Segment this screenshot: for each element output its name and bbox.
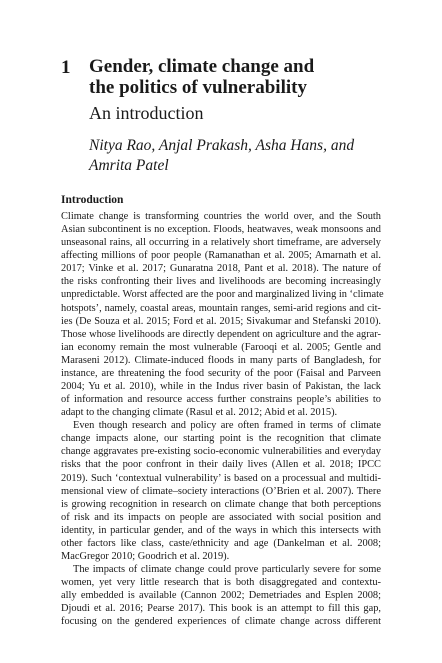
paragraph-line: Maraseni 2012). Climate-induced floods in many parts of Bangladesh, for xyxy=(61,354,381,366)
paragraph-line: risks that the poor confront in their daily lives (Allen et al. 2018; IPCC xyxy=(61,459,381,471)
paragraph-line: The impacts of climate change could prove particularly severe for some xyxy=(73,564,381,576)
paragraph-line: ian economy remain the most vulnerable (Farooqi et al. 2005; Gentle and xyxy=(61,341,381,353)
paragraph-line: identity, in particular gender, and of the ways in which this intersects with xyxy=(61,524,381,536)
paragraph-line: women, yet very little research that is both disaggregated and contextu- xyxy=(61,577,381,589)
paragraph xyxy=(61,210,384,419)
author-line: Nitya Rao, Anjal Prakash, Asha Hans, and xyxy=(89,137,355,154)
paragraph-line: ies (De Souza et al. 2015; Ford et al. 2015; Sivakumar and Stefanski 2010). xyxy=(61,315,381,327)
paragraph-line: MacGregor 2010; Goodrich et al. 2019). xyxy=(61,551,230,563)
chapter-title-line: Gender, climate change and xyxy=(89,56,315,77)
paragraph-line: unseasonal rains, all occurring in a relatively short timeframe, are adversely xyxy=(61,237,381,249)
paragraph-line: other factors like class, caste/ethnicity and age (Dankelman et al. 2008; xyxy=(61,537,381,549)
chapter-authors xyxy=(89,136,369,176)
paragraph-line: unpredictable. Worst affected are the poor and marginalized living in ‘climate xyxy=(61,289,384,301)
author-line: Amrita Patel xyxy=(89,157,169,174)
paragraph-line: Djoudi et al. 2016; Pearse 2017). This book is an attempt to fill this gap, xyxy=(61,603,381,615)
paragraph-line: 2019). Such ‘contextual vulnerability’ is based on a processual and multidi- xyxy=(61,472,381,484)
paragraph-line: Asian subcontinent is no exception. Floods, heatwaves, weak monsoons and xyxy=(61,224,381,236)
paragraph-line: 2017; Vinke et al. 2017; Gunaratna 2018, Pant et al. 2018). The nature of xyxy=(61,263,381,275)
section-heading: Introduction xyxy=(61,194,124,206)
paragraph xyxy=(61,419,381,563)
paragraph-line: affecting millions of poor people (Ramanathan et al. 2005; Amarnath et al. xyxy=(61,250,381,262)
paragraph-line: instance, are threatening the food security of the poor (Faisal and Parveen xyxy=(61,367,381,379)
paragraph-line: Even though research and policy are often framed in terms of climate xyxy=(73,420,381,432)
paragraph-line: change impacts alone, our starting point is the recognition that climate xyxy=(61,433,381,445)
paragraph xyxy=(61,563,381,628)
chapter-subtitle: An introduction xyxy=(89,103,204,123)
paragraph-line: Those whose livelihoods are directly dependent on agriculture and the agrar- xyxy=(61,328,381,340)
paragraph-line: hotspots’, namely, coastal areas, mountain ranges, semi-arid regions and cit- xyxy=(61,302,381,314)
paragraph-line: 2004; Yu et al. 2010), while in the Indus river basin of Pakistan, the lack xyxy=(61,381,381,393)
chapter-title xyxy=(89,56,389,98)
paragraph-line: focusing on the gendered experiences of climate change across different xyxy=(61,616,381,628)
chapter-number: 1 xyxy=(61,57,71,78)
paragraph-line: adapt to the changing climate (Rasul et al. 2012; Abid et al. 2015). xyxy=(61,407,338,419)
paragraph-line: change aggravates pre-existing socio-economic vulnerabilities and everyday xyxy=(61,446,381,458)
paragraph-line: the risks confronting their lives and livelihoods are becoming increasingly xyxy=(61,276,381,288)
paragraph-line: is growing recognition in research on climate change that both perceptions xyxy=(61,498,381,510)
paragraph-line: ally embedded is available (Cannon 2002; Demetriades and Esplen 2008; xyxy=(61,590,381,602)
paragraph-line: mensional view of climate–society interactions (O’Brien et al. 2007). There xyxy=(61,485,381,497)
paragraph-line: Climate change is transforming countries the world over, and the South xyxy=(61,211,381,222)
paragraph-line: of risk and its impacts on people are associated with social position and xyxy=(61,511,381,523)
body-text xyxy=(61,210,384,629)
chapter-title-line: the politics of vulnerability xyxy=(89,77,307,98)
paragraph-line: of information and resource access further constrains people’s abilities to xyxy=(61,394,381,406)
